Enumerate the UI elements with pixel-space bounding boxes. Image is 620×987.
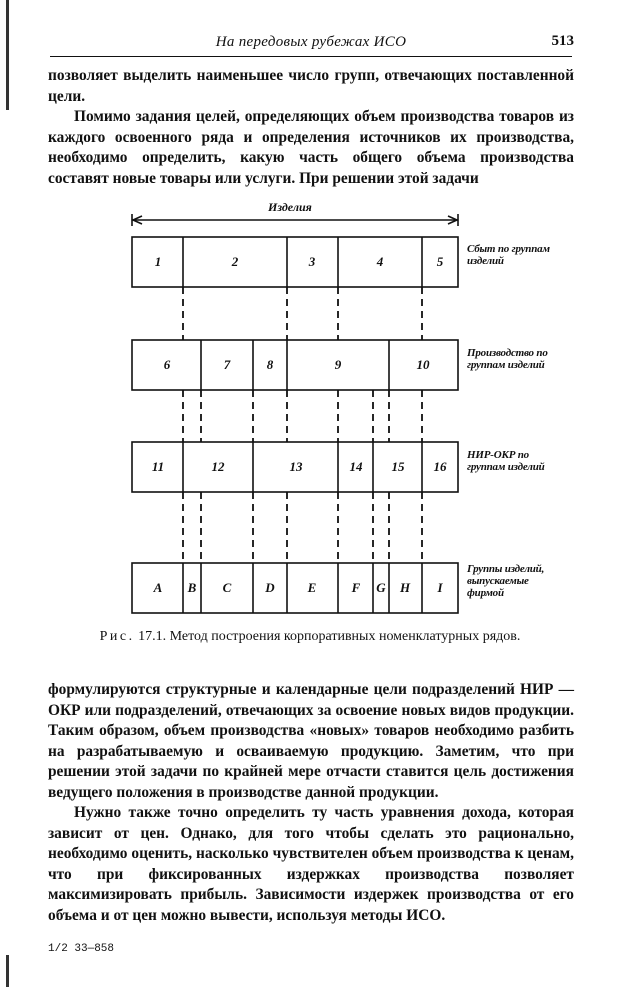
figure-caption: [60, 628, 560, 646]
cell-14: 14: [349, 459, 363, 474]
cell-16: 16: [433, 459, 447, 474]
cell-d: D: [265, 580, 275, 595]
caption-prefix: Рис.: [99, 629, 135, 644]
cell-b: B: [187, 580, 197, 595]
cell-15: 15: [391, 459, 405, 474]
cell-11: 11: [151, 459, 165, 474]
cell-7: 7: [223, 357, 231, 372]
cell-h: H: [399, 580, 411, 595]
row-label-rnd: НИР-ОКР по группам изделий: [467, 449, 545, 473]
cell-4: 4: [376, 254, 384, 269]
dashed-connectors: [183, 287, 422, 563]
cell-3: 3: [308, 254, 316, 269]
running-title: На передовых рубежах ИСО: [215, 34, 407, 50]
row-label-product-groups: Группы изделий, выпускаемые фирмой: [467, 563, 545, 599]
text-block-bottom: [48, 680, 574, 926]
row-label-production: Производство по группам изделий: [467, 347, 548, 371]
cell-f: F: [351, 580, 361, 595]
cell-1: 1: [154, 254, 162, 269]
paragraph: Нужно также точно определить ту часть уравнения дохода, которая зависит от цен. Однако, для того чтобы сделать это рационально, необходимо оценить, насколько чувствителен объем производства к ценам, что при фиксированных издержках производства позволяет максимизировать прибыль. Зависимости издержек производства от его объема и от цен можно вывести, используя методы ИСО.: [48, 804, 574, 924]
cell-9: 9: [334, 357, 342, 372]
margin-mark-bottom: [6, 955, 9, 987]
cell-12: 12: [211, 459, 225, 474]
signature-mark: 1/2 33—858: [48, 943, 115, 955]
cell-2: 2: [231, 254, 239, 269]
row-label-sales: Сбыт по группам изделий: [467, 243, 550, 267]
axis-label: Изделия: [268, 200, 312, 214]
cell-10: 10: [416, 357, 430, 372]
cell-13: 13: [289, 459, 303, 474]
paragraph: формулируются структурные и календарные цели подразделений НИР — ОКР или подразделений, отвечающих за освоение новых видов продукции. Таким образом, объем производства «новых» товаров необходимо разбить на разрабатываемую и осваиваемую продукцию. Заметим, что при решении этой задачи по крайней мере отчасти ставится цель достижения ведущего положения в производстве данной продукции.: [48, 681, 574, 801]
running-head: [50, 30, 572, 57]
text-block-top: [48, 66, 574, 189]
page-number: 513: [551, 33, 574, 49]
margin-mark-top: [6, 0, 9, 110]
caption-text: 17.1. Метод построения корпоративных номенклатурных рядов.: [138, 629, 521, 644]
cell-g: G: [376, 580, 386, 595]
cell-i: I: [437, 580, 443, 595]
row-box-production: [132, 340, 458, 390]
cell-8: 8: [266, 357, 274, 372]
cell-5: 5: [436, 254, 444, 269]
cell-c: C: [222, 580, 232, 595]
cell-a: A: [153, 580, 163, 595]
cell-e: E: [307, 580, 317, 595]
cell-6: 6: [163, 357, 171, 372]
paragraph: позволяет выделить наименьшее число групп, отвечающих поставленной цели.: [48, 67, 574, 105]
row-box-sales: [132, 237, 458, 287]
paragraph: Помимо задания целей, определяющих объем производства товаров из каждого освоенного ряда и определения источников их производства, необходимо определить, какую часть общего объема производства составят новые товары или услуги. При решении этой задачи: [48, 108, 574, 187]
figure-17-1: [0, 195, 620, 625]
